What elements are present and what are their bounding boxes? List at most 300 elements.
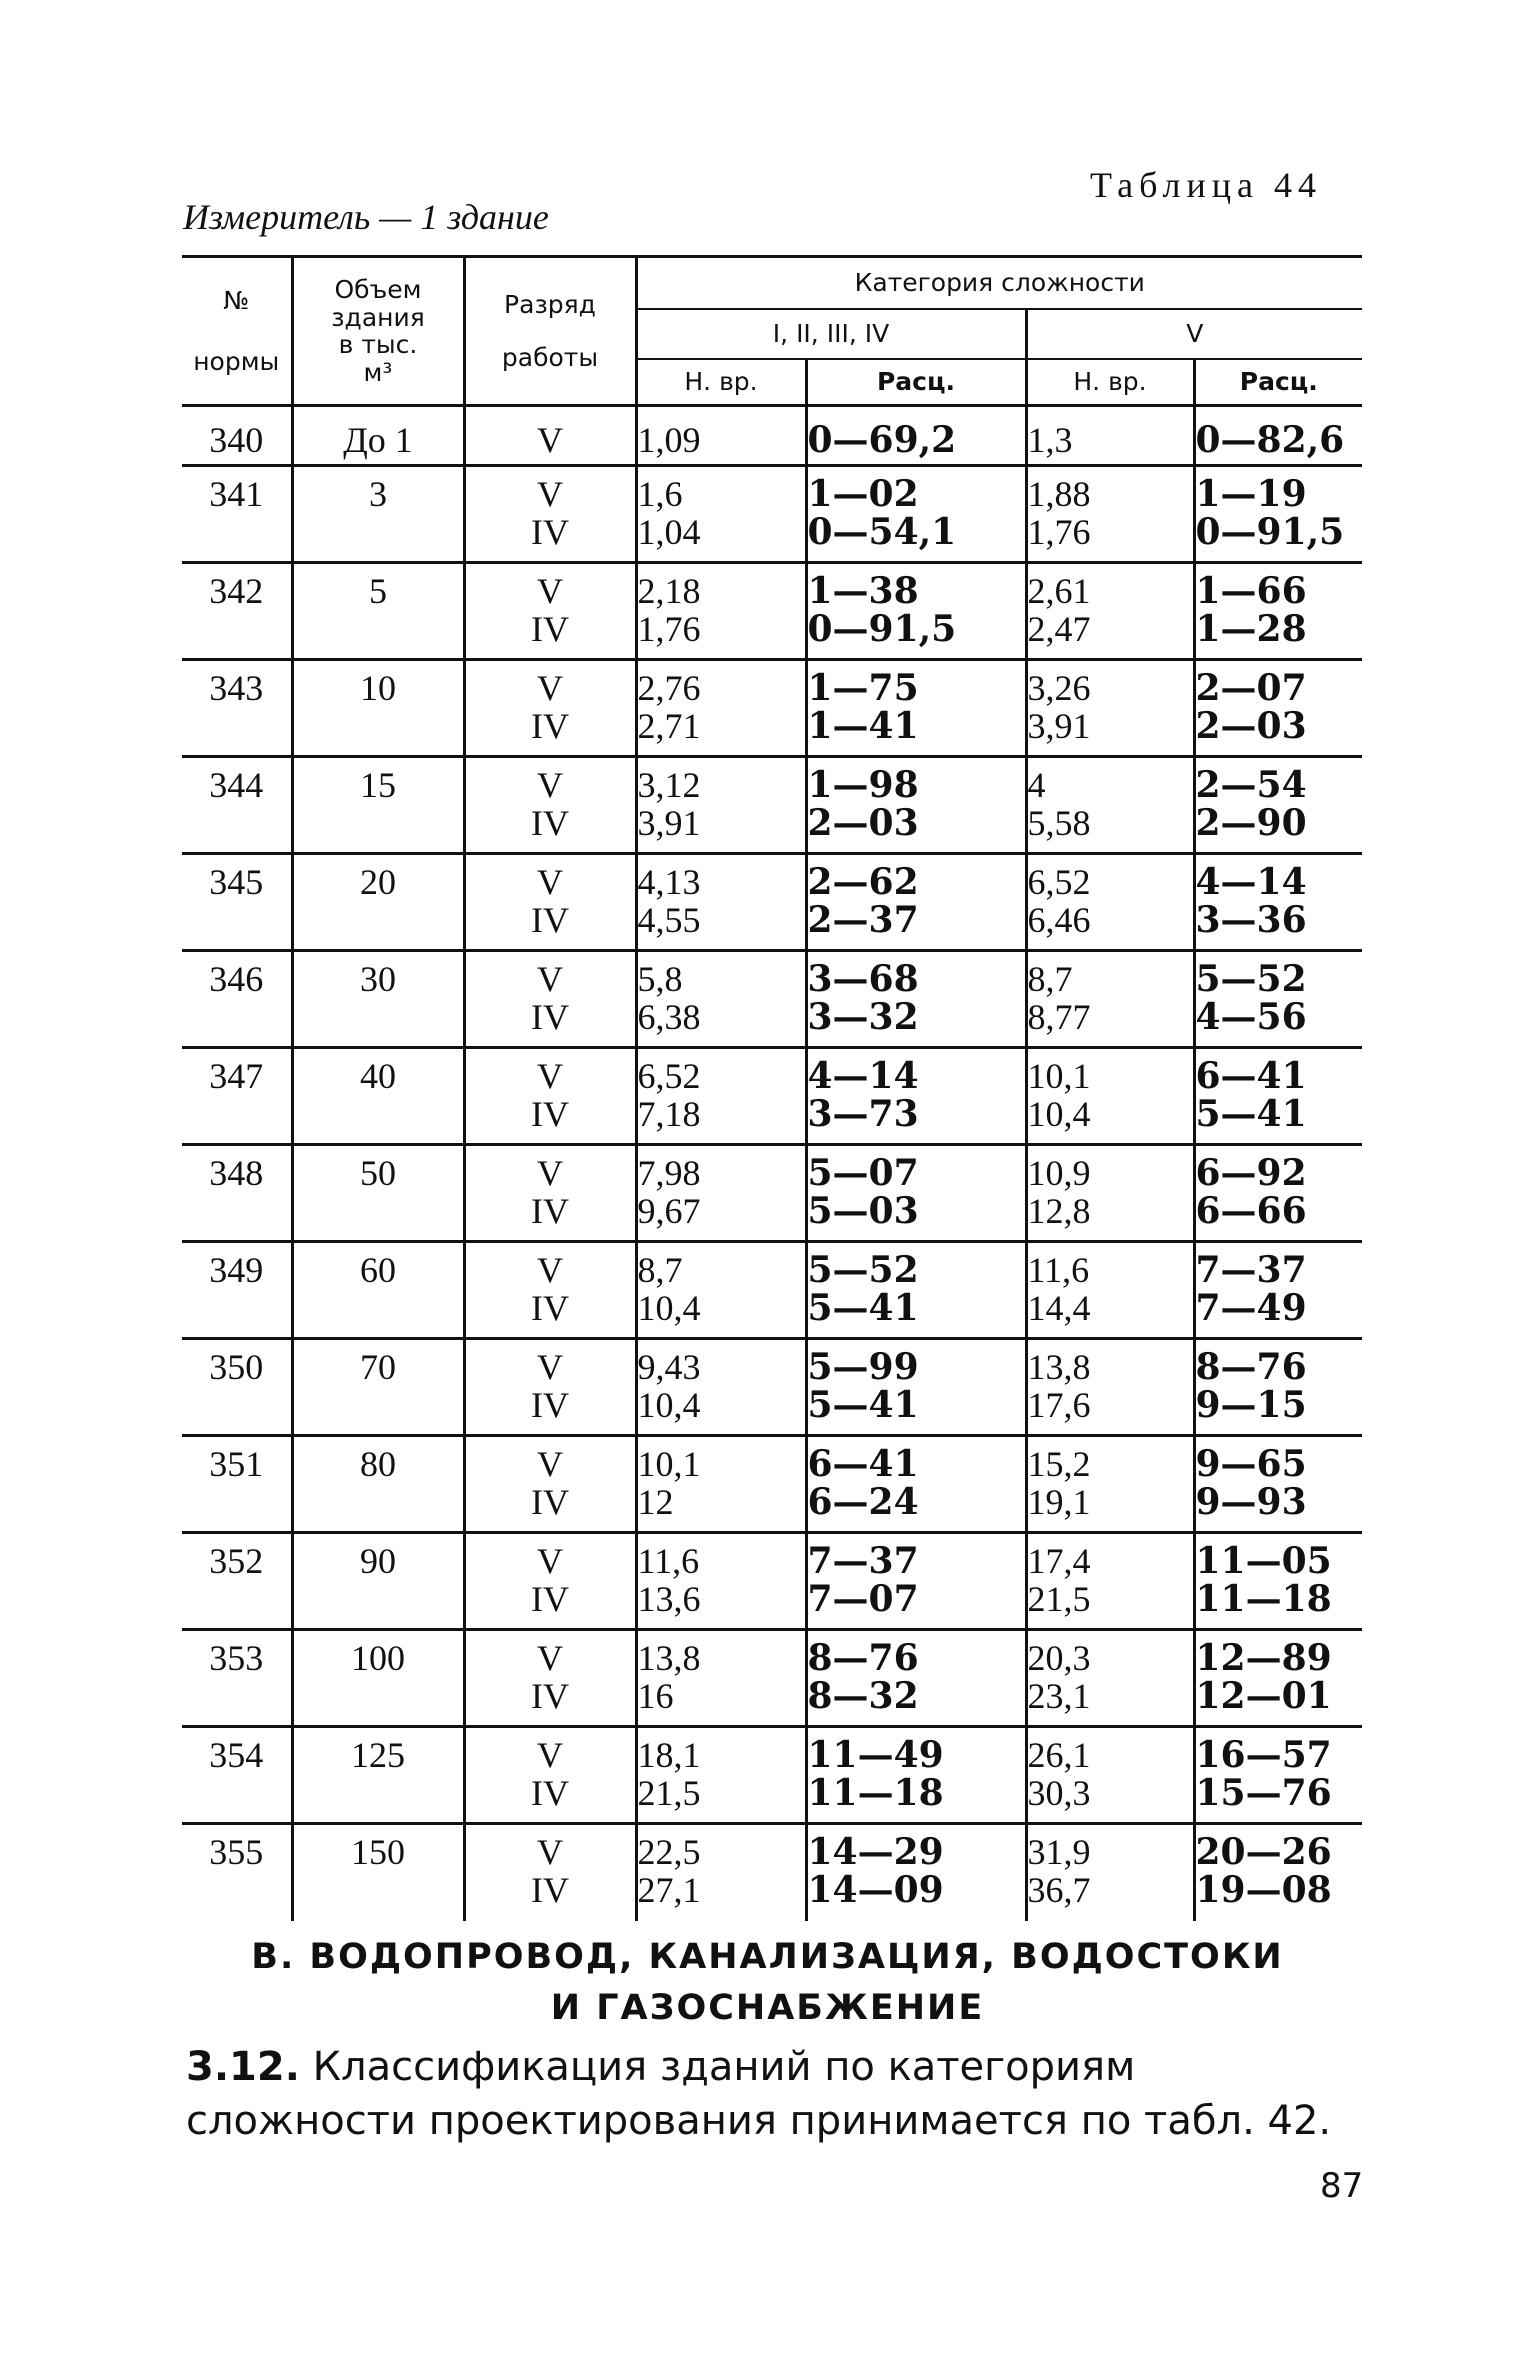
cell-volume: 90 — [292, 1533, 464, 1630]
cell-time-cat1-line: 6,52 — [637, 1056, 701, 1096]
cell-grade-line: V — [537, 474, 563, 514]
cell-norm-number: 354 — [209, 1735, 264, 1775]
cell-time-cat2 — [1026, 1436, 1194, 1533]
table-row — [182, 1727, 1362, 1824]
cell-grade-line: IV — [531, 512, 569, 552]
cell-time-cat1-line: 9,43 — [637, 1347, 701, 1387]
cell-norm-number: 342 — [209, 571, 264, 611]
cell-rate-cat2-line: 16—57 — [1195, 1734, 1332, 1776]
cell-norm-number: 350 — [209, 1347, 264, 1387]
paragraph — [186, 2040, 1366, 2148]
cell-time-cat1-line: 18,1 — [637, 1735, 701, 1775]
cell-rate-cat2-line: 1—66 — [1195, 570, 1307, 612]
norms-table — [182, 255, 1362, 1921]
cell-grade-line: IV — [531, 1288, 569, 1328]
header-rate-1: Расц. — [806, 359, 1026, 406]
cell-time-cat1-line: 7,18 — [637, 1094, 701, 1134]
cell-rate-cat1-line: 6—41 — [807, 1443, 919, 1485]
cell-rate-cat1 — [806, 757, 1026, 854]
cell-time-cat1-line: 1,09 — [637, 420, 701, 460]
cell-time-cat2-line: 14,4 — [1027, 1288, 1091, 1328]
table-row — [182, 1048, 1362, 1145]
cell-time-cat2 — [1026, 757, 1194, 854]
cell-time-cat2-line: 10,4 — [1027, 1094, 1091, 1134]
cell-rate-cat1 — [806, 1727, 1026, 1824]
cell-time-cat1-line: 10,4 — [637, 1385, 701, 1425]
cell-rate-cat1-line: 3—32 — [807, 996, 919, 1038]
cell-time-cat2 — [1026, 1533, 1194, 1630]
table-body — [182, 406, 1362, 1921]
cell-time-cat2-line: 20,3 — [1027, 1638, 1091, 1678]
header-category: Категория сложности — [636, 257, 1362, 310]
cell-grade-line: V — [537, 1735, 563, 1775]
header-grade: Разряд работы — [464, 257, 636, 406]
cell-grade-line: V — [537, 959, 563, 999]
cell-rate-cat2 — [1194, 951, 1362, 1048]
cell-time-cat2-line: 19,1 — [1027, 1482, 1091, 1522]
cell-time-cat1-line: 2,76 — [637, 668, 701, 708]
cell-rate-cat1-line: 3—68 — [807, 958, 919, 1000]
cell-rate-cat2-line: 9—15 — [1195, 1384, 1307, 1426]
cell-rate-cat2-line: 4—56 — [1195, 996, 1307, 1038]
cell-time-cat1 — [636, 1533, 806, 1630]
cell-time-cat2-line: 26,1 — [1027, 1735, 1091, 1775]
cell-rate-cat2-line: 7—37 — [1195, 1249, 1307, 1291]
cell-norm-number: 343 — [209, 668, 264, 708]
cell-rate-cat1-line: 7—37 — [807, 1540, 919, 1582]
header-norm-number: № нормы — [182, 257, 292, 406]
cell-volume: 5 — [292, 563, 464, 660]
cell-time-cat1-line: 22,5 — [637, 1832, 701, 1872]
cell-volume: 10 — [292, 660, 464, 757]
cell-grade-line: IV — [531, 609, 569, 649]
cell-time-cat2-line: 6,46 — [1027, 900, 1091, 940]
cell-rate-cat1-line: 0—91,5 — [807, 608, 957, 650]
header-group-1: I, II, III, IV — [636, 309, 1026, 359]
cell-volume: 40 — [292, 1048, 464, 1145]
cell-rate-cat2-line: 6—66 — [1195, 1190, 1307, 1232]
cell-grade-line: V — [537, 1250, 563, 1290]
cell-time-cat2-line: 13,8 — [1027, 1347, 1091, 1387]
cell-rate-cat1-line: 1—75 — [807, 667, 919, 709]
header-rate-2: Расц. — [1194, 359, 1362, 406]
cell-time-cat1 — [636, 466, 806, 563]
cell-rate-cat1-line: 11—49 — [807, 1734, 944, 1776]
table-row — [182, 466, 1362, 563]
cell-time-cat1 — [636, 1727, 806, 1824]
cell-time-cat2-line: 2,61 — [1027, 571, 1091, 611]
cell-rate-cat2-line: 3—36 — [1195, 899, 1307, 941]
cell-rate-cat2-line: 19—08 — [1195, 1869, 1332, 1911]
cell-norm-number: 355 — [209, 1832, 264, 1872]
cell-time-cat2-line: 11,6 — [1027, 1250, 1090, 1290]
cell-time-cat2-line: 21,5 — [1027, 1579, 1091, 1619]
cell-rate-cat1-line: 6—24 — [807, 1481, 919, 1523]
cell-time-cat2-line: 4 — [1027, 765, 1046, 805]
cell-time-cat2 — [1026, 563, 1194, 660]
cell-norm-number: 353 — [209, 1638, 264, 1678]
cell-rate-cat2 — [1194, 1436, 1362, 1533]
cell-norm-number: 344 — [209, 765, 264, 805]
cell-grade-line: V — [537, 420, 563, 460]
cell-time-cat2-line: 17,4 — [1027, 1541, 1091, 1581]
cell-norm-number: 351 — [209, 1444, 264, 1484]
cell-rate-cat1-line: 5—03 — [807, 1190, 919, 1232]
cell-rate-cat1-line: 5—41 — [807, 1287, 919, 1329]
cell-time-cat1 — [636, 406, 806, 466]
cell-time-cat2 — [1026, 951, 1194, 1048]
cell-grade — [464, 1824, 636, 1921]
section-heading-line-1: В. ВОДОПРОВОД, КАНАЛИЗАЦИЯ, ВОДОСТОКИ — [251, 1937, 1284, 1977]
cell-time-cat2-line: 15,2 — [1027, 1444, 1091, 1484]
cell-grade — [464, 1630, 636, 1727]
cell-rate-cat2-line: 5—52 — [1195, 958, 1307, 1000]
cell-grade — [464, 1339, 636, 1436]
table-row — [182, 1145, 1362, 1242]
cell-rate-cat1 — [806, 563, 1026, 660]
cell-time-cat1-line: 13,6 — [637, 1579, 701, 1619]
cell-rate-cat1-line: 5—99 — [807, 1346, 919, 1388]
table-row — [182, 1339, 1362, 1436]
cell-time-cat1-line: 16 — [637, 1676, 674, 1716]
cell-rate-cat1-line: 5—07 — [807, 1152, 919, 1194]
cell-time-cat1-line: 13,8 — [637, 1638, 701, 1678]
cell-time-cat1-line: 10,4 — [637, 1288, 701, 1328]
cell-volume: 150 — [292, 1824, 464, 1921]
cell-grade — [464, 854, 636, 951]
cell-grade — [464, 951, 636, 1048]
cell-rate-cat1 — [806, 1630, 1026, 1727]
cell-rate-cat2 — [1194, 757, 1362, 854]
cell-rate-cat2-line: 8—76 — [1195, 1346, 1307, 1388]
cell-norm-number: 348 — [209, 1153, 264, 1193]
paragraph-text: Классификация зданий по категориям сложности проектирования принимается по табл. 42. — [186, 2044, 1332, 2144]
cell-rate-cat1 — [806, 466, 1026, 563]
header-group-2: V — [1026, 309, 1362, 359]
table-row — [182, 951, 1362, 1048]
table-row — [182, 563, 1362, 660]
header-time-2: Н. вр. — [1026, 359, 1194, 406]
cell-grade — [464, 1242, 636, 1339]
cell-time-cat1 — [636, 1436, 806, 1533]
cell-rate-cat2-line: 2—54 — [1195, 764, 1307, 806]
cell-time-cat1 — [636, 1824, 806, 1921]
cell-rate-cat2-line: 11—05 — [1195, 1540, 1332, 1582]
page-number: 87 — [1320, 2166, 1364, 2206]
cell-time-cat1 — [636, 563, 806, 660]
cell-rate-cat1-line: 7—07 — [807, 1578, 919, 1620]
cell-time-cat1-line: 8,7 — [637, 1250, 683, 1290]
cell-time-cat2-line: 36,7 — [1027, 1870, 1091, 1910]
table-row — [182, 406, 1362, 466]
cell-rate-cat1 — [806, 1242, 1026, 1339]
cell-rate-cat1 — [806, 406, 1026, 466]
cell-time-cat1-line: 1,04 — [637, 512, 701, 552]
cell-norm-number: 340 — [209, 420, 264, 460]
cell-volume: 70 — [292, 1339, 464, 1436]
cell-rate-cat1-line: 1—02 — [807, 473, 919, 515]
cell-rate-cat2-line: 12—89 — [1195, 1637, 1332, 1679]
cell-time-cat2 — [1026, 1824, 1194, 1921]
cell-volume: 3 — [292, 466, 464, 563]
cell-rate-cat1-line: 0—54,1 — [807, 511, 957, 553]
cell-rate-cat2 — [1194, 854, 1362, 951]
cell-time-cat2-line: 5,58 — [1027, 803, 1091, 843]
cell-rate-cat2-line: 2—90 — [1195, 802, 1307, 844]
cell-volume: 60 — [292, 1242, 464, 1339]
cell-time-cat2 — [1026, 660, 1194, 757]
cell-time-cat2-line: 8,77 — [1027, 997, 1091, 1037]
cell-time-cat1 — [636, 951, 806, 1048]
cell-rate-cat2 — [1194, 1630, 1362, 1727]
cell-norm-number: 352 — [209, 1541, 264, 1581]
cell-grade-line: IV — [531, 1870, 569, 1910]
cell-time-cat1 — [636, 1145, 806, 1242]
cell-grade-line: V — [537, 1541, 563, 1581]
cell-rate-cat2 — [1194, 660, 1362, 757]
table-row — [182, 1824, 1362, 1921]
cell-rate-cat1-line: 0—69,2 — [807, 419, 957, 461]
cell-time-cat1 — [636, 1048, 806, 1145]
cell-grade-line: V — [537, 765, 563, 805]
cell-volume: 50 — [292, 1145, 464, 1242]
cell-grade-line: IV — [531, 1579, 569, 1619]
cell-time-cat1-line: 2,18 — [637, 571, 701, 611]
cell-time-cat1-line: 27,1 — [637, 1870, 701, 1910]
cell-rate-cat1-line: 4—14 — [807, 1055, 919, 1097]
cell-time-cat1-line: 3,12 — [637, 765, 701, 805]
cell-grade-line: V — [537, 862, 563, 902]
cell-rate-cat2-line: 20—26 — [1195, 1831, 1332, 1873]
cell-rate-cat1-line: 14—09 — [807, 1869, 944, 1911]
meter-caption: Измеритель — 1 здание — [183, 197, 549, 237]
cell-rate-cat2 — [1194, 563, 1362, 660]
cell-time-cat2-line: 1,76 — [1027, 512, 1091, 552]
cell-rate-cat2-line: 12—01 — [1195, 1675, 1332, 1717]
cell-norm-number: 349 — [209, 1250, 264, 1290]
cell-time-cat2-line: 6,52 — [1027, 862, 1091, 902]
cell-norm-number: 346 — [209, 959, 264, 999]
cell-time-cat2-line: 10,1 — [1027, 1056, 1091, 1096]
cell-time-cat1 — [636, 1339, 806, 1436]
cell-grade-line: IV — [531, 1094, 569, 1134]
cell-time-cat1 — [636, 757, 806, 854]
cell-time-cat1-line: 4,55 — [637, 900, 701, 940]
cell-grade-line: V — [537, 1832, 563, 1872]
cell-volume: 20 — [292, 854, 464, 951]
cell-time-cat1-line: 11,6 — [637, 1541, 700, 1581]
cell-rate-cat1 — [806, 1436, 1026, 1533]
cell-grade-line: IV — [531, 803, 569, 843]
table-row — [182, 1242, 1362, 1339]
cell-rate-cat1-line: 5—52 — [807, 1249, 919, 1291]
cell-rate-cat1 — [806, 1339, 1026, 1436]
cell-rate-cat2-line: 2—07 — [1195, 667, 1307, 709]
cell-rate-cat2-line: 11—18 — [1195, 1578, 1332, 1620]
cell-rate-cat1 — [806, 1533, 1026, 1630]
cell-volume: 100 — [292, 1630, 464, 1727]
cell-rate-cat2-line: 1—28 — [1195, 608, 1307, 650]
cell-rate-cat2-line: 9—65 — [1195, 1443, 1307, 1485]
cell-rate-cat2-line: 9—93 — [1195, 1481, 1307, 1523]
cell-grade-line: V — [537, 571, 563, 611]
cell-grade-line: V — [537, 1153, 563, 1193]
cell-time-cat2 — [1026, 854, 1194, 951]
section-heading-line-2: И ГАЗОСНАБЖЕНИЕ — [550, 1988, 985, 2028]
cell-rate-cat2 — [1194, 1145, 1362, 1242]
cell-time-cat1-line: 12 — [637, 1482, 674, 1522]
cell-time-cat2 — [1026, 1630, 1194, 1727]
cell-grade-line: IV — [531, 900, 569, 940]
cell-grade-line: V — [537, 1056, 563, 1096]
cell-time-cat2-line: 1,3 — [1027, 420, 1073, 460]
cell-time-cat2-line: 2,47 — [1027, 609, 1091, 649]
cell-norm-number: 341 — [209, 474, 264, 514]
cell-time-cat1 — [636, 660, 806, 757]
cell-rate-cat2-line: 6—92 — [1195, 1152, 1307, 1194]
cell-rate-cat2-line: 1—19 — [1195, 473, 1307, 515]
cell-time-cat2-line: 30,3 — [1027, 1773, 1091, 1813]
cell-rate-cat2 — [1194, 1048, 1362, 1145]
cell-rate-cat2 — [1194, 1533, 1362, 1630]
cell-time-cat2-line: 17,6 — [1027, 1385, 1091, 1425]
cell-rate-cat2-line: 0—91,5 — [1195, 511, 1345, 553]
table-row — [182, 660, 1362, 757]
cell-grade — [464, 1727, 636, 1824]
cell-time-cat1-line: 9,67 — [637, 1191, 701, 1231]
paragraph-number: 3.12. — [186, 2044, 300, 2090]
table-row — [182, 757, 1362, 854]
cell-time-cat1-line: 7,98 — [637, 1153, 701, 1193]
cell-rate-cat2 — [1194, 1339, 1362, 1436]
cell-rate-cat2-line: 7—49 — [1195, 1287, 1307, 1329]
table-row — [182, 854, 1362, 951]
cell-time-cat2-line: 10,9 — [1027, 1153, 1091, 1193]
cell-volume: 15 — [292, 757, 464, 854]
cell-grade-line: IV — [531, 706, 569, 746]
cell-rate-cat1 — [806, 1048, 1026, 1145]
cell-rate-cat2-line: 6—41 — [1195, 1055, 1307, 1097]
cell-volume: 125 — [292, 1727, 464, 1824]
table-title: Таблица 44 — [1090, 165, 1322, 205]
cell-grade — [464, 757, 636, 854]
cell-time-cat1-line: 10,1 — [637, 1444, 701, 1484]
cell-grade — [464, 1145, 636, 1242]
cell-time-cat1 — [636, 1242, 806, 1339]
cell-grade-line: V — [537, 1347, 563, 1387]
cell-volume: 80 — [292, 1436, 464, 1533]
cell-rate-cat1-line: 2—03 — [807, 802, 919, 844]
cell-time-cat1-line: 4,13 — [637, 862, 701, 902]
cell-rate-cat1-line: 1—38 — [807, 570, 919, 612]
cell-rate-cat1-line: 11—18 — [807, 1772, 944, 1814]
cell-time-cat2-line: 31,9 — [1027, 1832, 1091, 1872]
cell-norm-number: 345 — [209, 862, 264, 902]
cell-rate-cat2-line: 2—03 — [1195, 705, 1307, 747]
cell-rate-cat1-line: 8—76 — [807, 1637, 919, 1679]
cell-rate-cat2-line: 0—82,6 — [1195, 419, 1345, 461]
cell-rate-cat1 — [806, 1145, 1026, 1242]
cell-rate-cat1-line: 2—62 — [807, 861, 919, 903]
cell-time-cat1-line: 2,71 — [637, 706, 701, 746]
cell-time-cat1-line: 6,38 — [637, 997, 701, 1037]
cell-rate-cat1-line: 1—41 — [807, 705, 919, 747]
cell-time-cat2-line: 12,8 — [1027, 1191, 1091, 1231]
cell-volume: До 1 — [292, 406, 464, 466]
cell-grade-line: IV — [531, 1676, 569, 1716]
cell-time-cat2 — [1026, 406, 1194, 466]
cell-rate-cat2 — [1194, 1727, 1362, 1824]
cell-rate-cat2-line: 4—14 — [1195, 861, 1307, 903]
cell-rate-cat2 — [1194, 406, 1362, 466]
cell-grade — [464, 1048, 636, 1145]
cell-rate-cat1-line: 3—73 — [807, 1093, 919, 1135]
cell-grade-line: IV — [531, 1191, 569, 1231]
cell-grade-line: V — [537, 1444, 563, 1484]
cell-grade — [464, 563, 636, 660]
cell-time-cat2 — [1026, 1727, 1194, 1824]
cell-grade-line: IV — [531, 1773, 569, 1813]
cell-time-cat2-line: 1,88 — [1027, 474, 1091, 514]
cell-rate-cat1 — [806, 951, 1026, 1048]
cell-time-cat2 — [1026, 1048, 1194, 1145]
cell-grade — [464, 660, 636, 757]
cell-time-cat2-line: 3,91 — [1027, 706, 1091, 746]
cell-time-cat1-line: 3,91 — [637, 803, 701, 843]
cell-rate-cat2 — [1194, 1242, 1362, 1339]
cell-grade-line: V — [537, 668, 563, 708]
cell-grade-line: IV — [531, 997, 569, 1037]
cell-time-cat1 — [636, 1630, 806, 1727]
cell-rate-cat1-line: 8—32 — [807, 1675, 919, 1717]
header-time-1: Н. вр. — [636, 359, 806, 406]
cell-norm-number: 347 — [209, 1056, 264, 1096]
cell-rate-cat1-line: 2—37 — [807, 899, 919, 941]
cell-time-cat2 — [1026, 1145, 1194, 1242]
cell-rate-cat1 — [806, 660, 1026, 757]
cell-volume: 30 — [292, 951, 464, 1048]
cell-grade-line: IV — [531, 1482, 569, 1522]
cell-grade — [464, 1436, 636, 1533]
cell-rate-cat2 — [1194, 1824, 1362, 1921]
cell-time-cat2-line: 23,1 — [1027, 1676, 1091, 1716]
cell-rate-cat1-line: 5—41 — [807, 1384, 919, 1426]
cell-grade — [464, 1533, 636, 1630]
cell-rate-cat1-line: 14—29 — [807, 1831, 944, 1873]
cell-grade — [464, 466, 636, 563]
cell-time-cat2-line: 8,7 — [1027, 959, 1073, 999]
cell-rate-cat1-line: 1—98 — [807, 764, 919, 806]
cell-rate-cat2 — [1194, 466, 1362, 563]
table-row — [182, 1630, 1362, 1727]
cell-grade — [464, 406, 636, 466]
cell-time-cat2 — [1026, 466, 1194, 563]
cell-time-cat2-line: 3,26 — [1027, 668, 1091, 708]
cell-time-cat2 — [1026, 1339, 1194, 1436]
cell-rate-cat2-line: 15—76 — [1195, 1772, 1332, 1814]
cell-rate-cat1 — [806, 854, 1026, 951]
cell-rate-cat2-line: 5—41 — [1195, 1093, 1307, 1135]
cell-time-cat1 — [636, 854, 806, 951]
header-volume: Объем здания в тыс. м³ — [292, 257, 464, 406]
table-row — [182, 1436, 1362, 1533]
cell-grade-line: IV — [531, 1385, 569, 1425]
table-row — [182, 1533, 1362, 1630]
cell-time-cat2 — [1026, 1242, 1194, 1339]
cell-time-cat1-line: 21,5 — [637, 1773, 701, 1813]
cell-time-cat1-line: 1,76 — [637, 609, 701, 649]
cell-grade-line: V — [537, 1638, 563, 1678]
